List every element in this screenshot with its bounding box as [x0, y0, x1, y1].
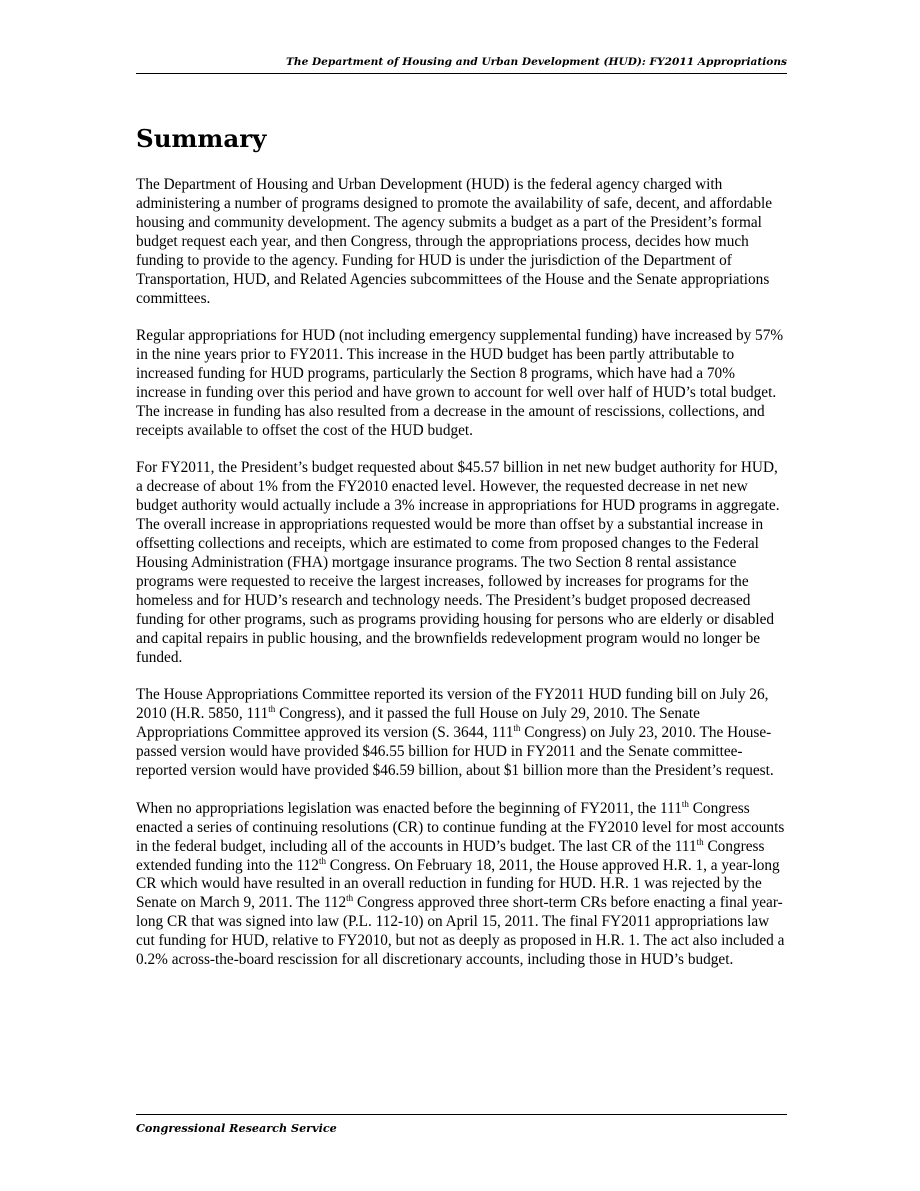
footer-label: Congressional Research Service — [136, 1121, 337, 1135]
paragraph-4-text-2: Congress), and it passed the full House on July 29, 2010. The Senate Appropriations Committee approved its version (S. 3644, 111 — [136, 705, 700, 742]
ordinal-suffix: th — [268, 704, 276, 715]
paragraph-4-text-3: Congress) on July 23, 2010. The House-passed version would have provided $46.55 billion for HUD in FY2011 and the Senate committee-reported version would have provided $46.59 billion, about $1 billion more than the President’s request. — [136, 724, 774, 780]
section-title: Summary — [136, 124, 267, 153]
paragraph-5-text-5: Congress approved three short-term CRs before enacting a final year-long CR that was signed into law (P.L. 112-10) on April 15, 2011. The final FY2011 appropriations law cut funding for HUD, relative to FY2010, but not as deeply as proposed in H.R. 1. The act also included a 0.2% across-the-board rescission for all discretionary accounts, including those in HUD’s budget. — [136, 894, 785, 969]
ordinal-suffix: th — [513, 723, 521, 734]
paragraph-5-text-1: When no appropriations legislation was enacted before the beginning of FY2011, the 111 — [136, 799, 682, 817]
paragraph-5 — [136, 800, 787, 971]
ordinal-suffix: th — [318, 855, 326, 866]
paragraph-5-text-3: Congress extended funding into the 112 — [136, 837, 765, 874]
paragraph-5-text-2: Congress enacted a series of continuing resolutions (CR) to continue funding at the FY2010 level for most accounts in the federal budget, including all of the accounts in HUD’s budget. The last CR of the 111 — [136, 799, 785, 855]
paragraph-4 — [136, 686, 787, 781]
footer-rule — [136, 1114, 787, 1115]
running-header: The Department of Housing and Urban Development (HUD): FY2011 Appropriations — [285, 56, 787, 68]
paragraph-3: For FY2011, the President’s budget requested about $45.57 billion in net new budget authority for HUD, a decrease of about 1% from the FY2010 enacted level. However, the requested decrease in net new budget authority would actually include a 3% increase in appropriations for HUD programs in aggregate. The overall increase in appropriations requested would be more than offset by a substantial increase in offsetting collections and receipts, which are estimated to come from proposed changes to the Federal Housing Administration (FHA) mortgage insurance programs. The two Section 8 rental assistance programs were requested to receive the largest increases, followed by increases for programs for the homeless and for HUD’s research and technology needs. The President’s budget proposed decreased funding for other programs, such as programs providing housing for persons who are elderly or disabled and capital repairs in public housing, and the brownfields redevelopment program would no longer be funded. — [136, 459, 780, 666]
ordinal-suffix: th — [696, 836, 704, 847]
header-rule — [136, 73, 787, 74]
paragraph-4-text-1: The House Appropriations Committee reported its version of the FY2011 HUD funding bill on July 26, 2010 (H.R. 5850, 111 — [136, 686, 769, 723]
summary-body — [136, 176, 787, 970]
paragraph-2: Regular appropriations for HUD (not including emergency supplemental funding) have increased by 57% in the nine years prior to FY2011. This increase in the HUD budget has been partly attributable to increased funding for HUD programs, particularly the Section 8 programs, which have had a 70% increase in funding over this period and have grown to account for well over half of HUD’s total budget. The increase in funding has also resulted from a decrease in the amount of rescissions, collections, and receipts available to offset the cost of the HUD budget. — [136, 327, 784, 439]
ordinal-suffix: th — [681, 798, 689, 809]
ordinal-suffix: th — [346, 893, 354, 904]
paragraph-5-text-4: Congress. On February 18, 2011, the House approved H.R. 1, a year-long CR which would have resulted in an overall reduction in funding for HUD. H.R. 1 was rejected by the Senate on March 9, 2011. The 112 — [136, 856, 780, 912]
paragraph-1: The Department of Housing and Urban Development (HUD) is the federal agency charged with administering a number of programs designed to promote the availability of safe, decent, and affordable housing and community development. The agency submits a budget as a part of the President’s formal budget request each year, and then Congress, through the appropriations process, decides how much funding to provide to the agency. Funding for HUD is under the jurisdiction of the Department of Transportation, HUD, and Related Agencies subcommittees of the House and the Senate appropriations committees. — [136, 176, 773, 307]
